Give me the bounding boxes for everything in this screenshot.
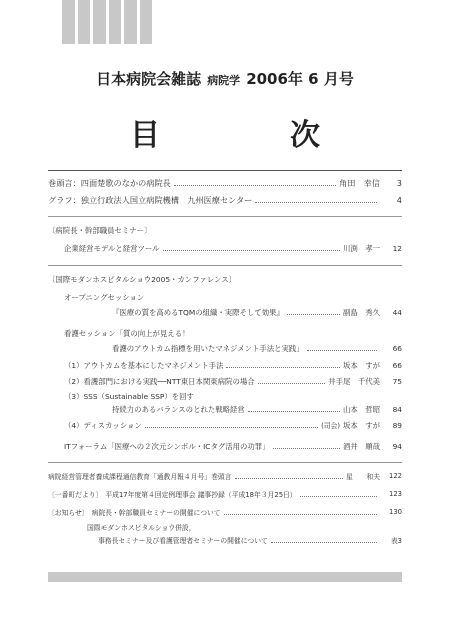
- toc-entry-n4[interactable]: [64, 418, 402, 432]
- leader-dots: [163, 250, 340, 251]
- entry-author: 角田 幸信: [339, 177, 380, 188]
- entry-author: 坂本 すが: [343, 420, 380, 430]
- contents-heading: 目 次: [130, 118, 370, 153]
- entry-page: 4: [396, 195, 402, 205]
- entry-page: 3: [396, 178, 402, 188]
- toc-entry-nursing[interactable]: [112, 341, 402, 355]
- entry-title: 事務長セミナー及び看護管理者セミナーの開催について: [98, 537, 268, 545]
- entry-page: 122: [389, 472, 402, 480]
- journal-subtitle: 病院学: [207, 74, 241, 87]
- entry-page: 75: [392, 376, 402, 386]
- entry-title: 企業経営モデルと経営ツール: [64, 243, 160, 253]
- leader-dots: [258, 383, 326, 384]
- leader-dots: [300, 496, 377, 497]
- leader-dots: [287, 314, 340, 315]
- stripe: [78, 0, 91, 44]
- stripe: [140, 0, 153, 44]
- header-stripes: [62, 0, 152, 44]
- leader-dots: [174, 185, 336, 186]
- toc-entry-kantogen[interactable]: [48, 176, 402, 190]
- toc-entry-opening[interactable]: [112, 305, 402, 319]
- entry-tag: 〔お知らせ〕: [48, 509, 89, 517]
- divider: [48, 462, 402, 463]
- stripe: [62, 0, 75, 44]
- entry-title: （4）ディスカッション: [64, 420, 142, 430]
- opening-session-label: オープニングセッション: [64, 293, 145, 302]
- entry-author: 酒井 順哉: [343, 441, 380, 451]
- divider: [48, 170, 402, 171]
- entry-title: ITフォーラム「医療への２次元シンボル・ICタグ活用の功罪」: [64, 441, 270, 451]
- entry-page: 12: [392, 243, 402, 253]
- toc-entry-course[interactable]: [48, 469, 402, 483]
- n3-label: （3）SSS（Sustainable SSP）を回す: [64, 392, 194, 401]
- entry-title: 平成17年度第４回定例理事会 議事抄録（平成18年３月25日）: [105, 491, 297, 499]
- stripe: [109, 0, 122, 44]
- entry-page: 94: [392, 441, 402, 451]
- entry-title: 看護のアウトカム指標を用いたマネジメント手法と実践」: [112, 343, 304, 353]
- entry-page: 84: [392, 404, 402, 414]
- section-heading-seminar: 〔病院長・幹部職員セミナー〕: [48, 226, 152, 235]
- journal-header: [0, 68, 450, 89]
- leader-dots: [235, 478, 344, 479]
- footer-bar: [48, 572, 402, 582]
- entry-page: 89: [392, 420, 402, 430]
- issue-label: 2006年 6 月号: [246, 70, 354, 88]
- entry-title: （1）アウトカムを基本にしたマネジメント手法: [64, 360, 224, 370]
- entry-author: 星 和夫: [346, 473, 380, 481]
- leader-dots: [248, 411, 340, 412]
- entry-page: 表3: [390, 537, 402, 545]
- entry-author: 井手尾 千代美: [328, 376, 380, 386]
- entry-title: 『医療の質を高めるTQMの組織・実際そして効果』: [112, 307, 284, 317]
- leader-dots: [255, 202, 377, 203]
- entry-page: 44: [392, 307, 402, 317]
- toc-entry-n1[interactable]: [64, 358, 402, 372]
- entry-chair-label: (司会): [321, 422, 341, 430]
- entry-title: 病院長・幹部職員セミナーの開催について: [91, 509, 221, 517]
- nursing-session-label: 看護セッション「質の向上が見える！: [64, 329, 190, 338]
- toc-entry-oshirase2[interactable]: [98, 533, 402, 547]
- leader-dots: [224, 514, 377, 515]
- entry-tag: 〔一番町だより〕: [48, 491, 103, 499]
- section-heading-conference: 〔国際モダンホスピタルショウ2005・カンファレンス〕: [48, 275, 236, 284]
- entry-title: 巻頭言：四面楚歌のなかの病院長: [48, 177, 171, 188]
- entry-title: グラフ：独立行政法人国立病院機構 九州医療センター: [48, 194, 253, 205]
- entry-page: 66: [392, 360, 402, 370]
- oshirase2-label: 国際モダンホスピタルショウ併設，: [87, 524, 196, 532]
- entry-page: 123: [389, 490, 402, 498]
- toc-entry-seminar[interactable]: [64, 241, 402, 255]
- entry-page: 66: [392, 343, 402, 353]
- entry-title: （2）看護部門における実践──NTT東日本関東病院の場合: [64, 376, 255, 386]
- toc-entry-oshirase[interactable]: [48, 505, 402, 519]
- entry-author: 山本 哲昭: [343, 404, 380, 414]
- leader-dots: [271, 542, 377, 543]
- entry-title: 持続力のあるバランスのとれた戦略経営: [112, 404, 245, 414]
- divider: [48, 216, 402, 217]
- toc-entry-it-forum[interactable]: [64, 439, 402, 453]
- leader-dots: [307, 350, 377, 351]
- leader-dots: [273, 448, 340, 449]
- toc-entry-n2[interactable]: [64, 374, 402, 388]
- entry-title: 病院経営管理者養成課程通信教育「通教月報４月号」巻頭言: [48, 473, 232, 481]
- entry-author: 副島 秀久: [343, 307, 380, 317]
- entry-page: 130: [389, 508, 402, 516]
- divider: [48, 265, 402, 266]
- entry-author: 川渕 孝一: [343, 243, 380, 253]
- entry-author: 坂本 すが: [343, 360, 380, 370]
- toc-entry-graph[interactable]: [48, 193, 402, 207]
- toc-entry-ichiban[interactable]: [48, 487, 402, 501]
- stripe: [124, 0, 137, 44]
- stripe: [93, 0, 106, 44]
- toc-entry-n3[interactable]: [112, 402, 402, 416]
- leader-dots: [226, 367, 340, 368]
- journal-title: 日本病院会雑誌: [96, 70, 202, 88]
- leader-dots: [145, 427, 318, 428]
